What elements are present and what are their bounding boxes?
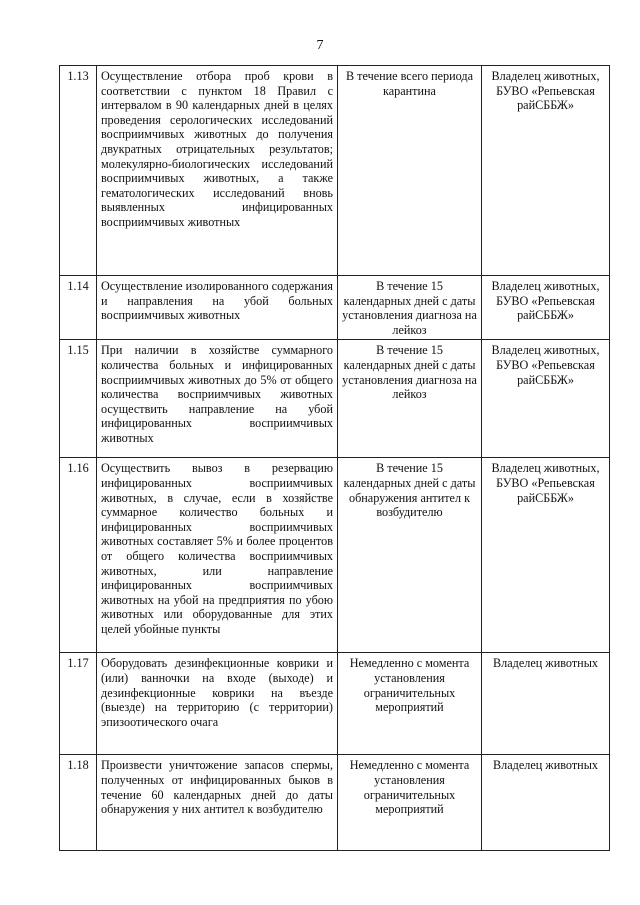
- row-term: Немедленно с момента установления ограничительных мероприятий: [338, 653, 482, 755]
- row-term: В течение 15 календарных дней с даты обнаружения антител к возбудителю: [338, 458, 482, 653]
- row-action: При наличии в хозяйстве суммарного количества больных и инфицированных восприимчивых животных до 5% от общего количества восприимчивых животных осуществить направление на убой инфицированных восприимчивых животных: [97, 340, 338, 458]
- row-responsible: Владелец животных, БУВО «Репьевская райСББЖ»: [482, 66, 610, 276]
- row-number: 1.13: [60, 66, 97, 276]
- row-number: 1.17: [60, 653, 97, 755]
- row-term: В течение 15 календарных дней с даты установления диагноза на лейкоз: [338, 276, 482, 340]
- row-responsible: Владелец животных, БУВО «Репьевская райСББЖ»: [482, 340, 610, 458]
- row-number: 1.15: [60, 340, 97, 458]
- row-number: 1.16: [60, 458, 97, 653]
- row-action: Оборудовать дезинфекционные коврики и (или) ванночки на входе (выходе) и дезинфекционные коврики на въезде (выезде) на территорию (с территории) эпизоотического очага: [97, 653, 338, 755]
- row-action: Произвести уничтожение запасов спермы, полученных от инфицированных быков в течение 60 календарных дней до даты обнаружения у них антител к возбудителю: [97, 755, 338, 851]
- row-responsible: Владелец животных, БУВО «Репьевская райСББЖ»: [482, 276, 610, 340]
- row-action: Осуществить вывоз в резервацию инфицированных восприимчивых животных, в случае, если в хозяйстве суммарное количество больных и инфицированных восприимчивых животных составляет 5% и более процентов от общего количества восприимчивых животных, или направление инфицированных восприимчивых животных на убой на предприятия по убою животных или оборудованные для этих целей убойные пункты: [97, 458, 338, 653]
- row-responsible: Владелец животных: [482, 755, 610, 851]
- table-row: [60, 66, 610, 276]
- table-row: [60, 458, 610, 653]
- row-term: Немедленно с момента установления ограничительных мероприятий: [338, 755, 482, 851]
- table-row: [60, 276, 610, 340]
- row-number: 1.14: [60, 276, 97, 340]
- table-row: [60, 653, 610, 755]
- row-responsible: Владелец животных: [482, 653, 610, 755]
- row-action: Осуществление отбора проб крови в соответствии с пунктом 18 Правил с интервалом в 90 календарных дней в целях проведения серологических исследований восприимчивых животных до получения двукратных отрицательных результатов; молекулярно-биологических исследований восприимчивых животных, а также гематологических исследований вновь выявленных инфицированных восприимчивых животных: [97, 66, 338, 276]
- page-number: 7: [316, 38, 324, 53]
- row-action: Осуществление изолированного содержания и направления на убой больных восприимчивых животных: [97, 276, 338, 340]
- row-term: В течение всего периода карантина: [338, 66, 482, 276]
- row-responsible: Владелец животных, БУВО «Репьевская райСББЖ»: [482, 458, 610, 653]
- table-row: [60, 340, 610, 458]
- measures-table: [59, 65, 610, 851]
- row-number: 1.18: [60, 755, 97, 851]
- table-row: [60, 755, 610, 851]
- row-term: В течение 15 календарных дней с даты установления диагноза на лейкоз: [338, 340, 482, 458]
